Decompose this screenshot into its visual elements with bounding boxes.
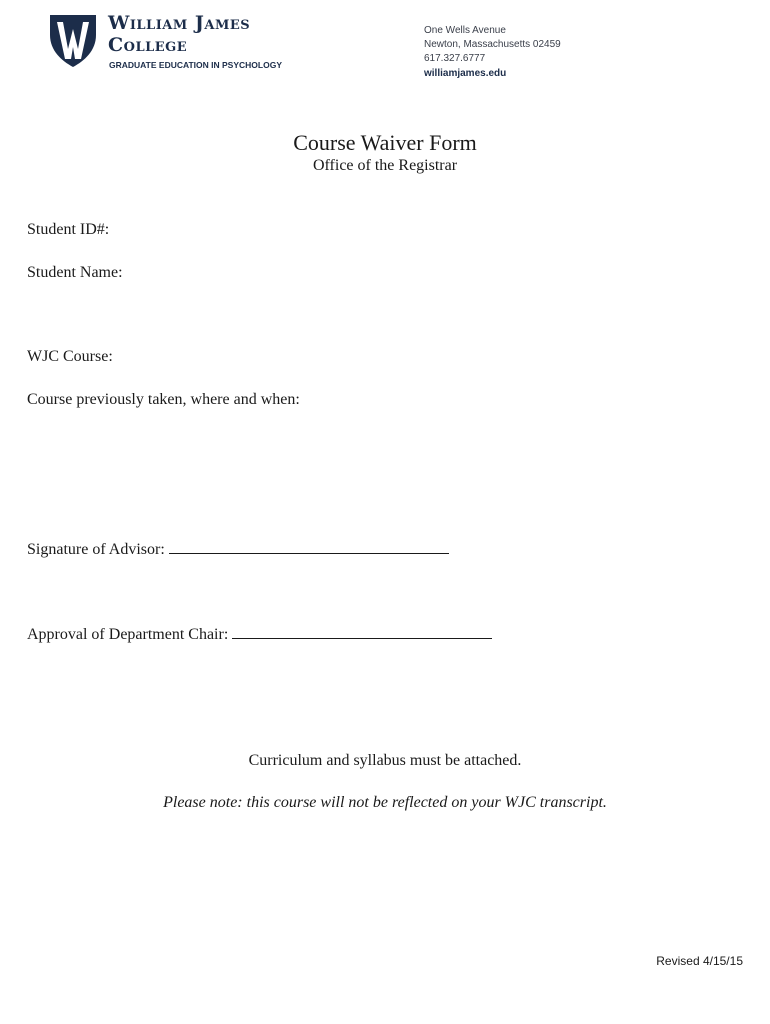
college-name bbox=[108, 12, 250, 56]
advisor-signature-label: Signature of Advisor: bbox=[27, 541, 165, 558]
address-website[interactable]: williamjames.edu bbox=[424, 67, 507, 79]
transcript-note: Please note: this course will not be reflected on your WJC transcript. bbox=[163, 794, 607, 811]
form-subtitle: Office of the Registrar bbox=[312, 157, 458, 174]
college-logo bbox=[48, 13, 98, 69]
student-id-label: Student ID#: bbox=[27, 221, 110, 238]
form-title: Course Waiver Form bbox=[293, 130, 477, 155]
chair-approval-row bbox=[27, 624, 492, 644]
previous-course-label: Course previously taken, where and when: bbox=[27, 391, 300, 408]
student-name-label: Student Name: bbox=[27, 264, 123, 281]
college-name-line1: William James bbox=[108, 12, 251, 34]
advisor-signature-row bbox=[27, 539, 449, 559]
college-name-line2: College bbox=[108, 34, 188, 56]
chair-approval-line[interactable] bbox=[232, 624, 492, 639]
revised-date: Revised 4/15/15 bbox=[656, 954, 743, 968]
chair-approval-label: Approval of Department Chair: bbox=[27, 626, 229, 643]
attachment-note: Curriculum and syllabus must be attached. bbox=[248, 752, 522, 769]
address-phone: 617.327.6777 bbox=[424, 53, 486, 65]
address-city: Newton, Massachusetts 02459 bbox=[424, 39, 561, 51]
address-street: One Wells Avenue bbox=[424, 25, 506, 36]
advisor-signature-line[interactable] bbox=[169, 539, 449, 554]
wjc-course-label: WJC Course: bbox=[27, 348, 113, 365]
address-block bbox=[424, 24, 561, 81]
college-tagline: GRADUATE EDUCATION IN PSYCHOLOGY bbox=[109, 60, 282, 70]
